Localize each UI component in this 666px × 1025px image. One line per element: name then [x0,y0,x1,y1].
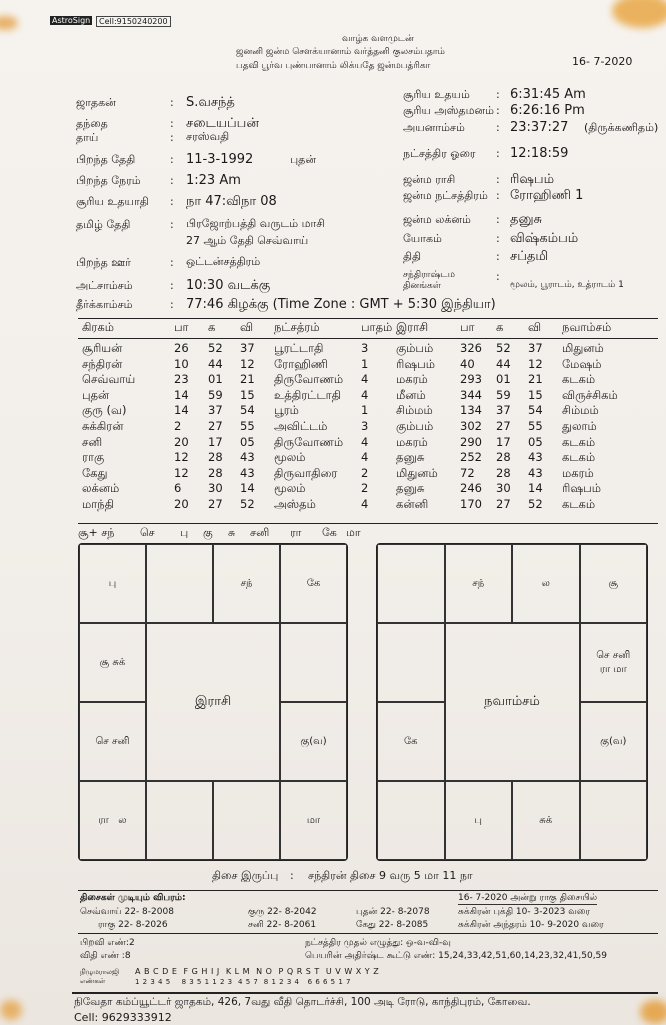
dasa-end-item: குரு 22- 8-2042 [248,907,317,917]
field-colon: : [170,117,174,130]
table-row [78,435,658,451]
planet-abbrev: சூ+ சந் [78,526,115,539]
table-cell: துலாம் [562,419,597,433]
table-cell: மாந்தி [82,497,115,511]
field-colon: : [496,173,500,186]
table-cell: 21 [240,372,255,387]
field-label: பிறந்த ஊர் [76,256,131,269]
table-header-cell: வி [528,320,542,334]
table-cell: 54 [240,403,255,418]
table-cell: 14 [240,481,255,496]
field-value: 23:37:27 [510,120,569,135]
dasa-end-item: ராகு 22- 8-2026 [98,920,168,930]
chart-house: சுக் [512,781,580,860]
field-label: அட்சாம்சம் [76,279,133,292]
footer-rule [72,992,658,994]
table-cell: கும்பம் [396,419,434,433]
table-cell: கடகம் [562,372,596,387]
birth-number: பிறவி எண்:2 [80,938,135,948]
table-cell: மீனம் [396,387,426,402]
field-value: ரிஷபம் [510,172,555,187]
turmeric-stain [640,1000,666,1024]
field-colon: : [496,121,500,134]
table-cell: 27 [496,419,511,433]
field-label: சூரிய உதயம் [403,88,470,101]
field-value: நா 47:விநா 08 [186,194,277,209]
table-cell: 21 [528,372,543,387]
table-cell: 1 [361,403,369,418]
chart-house: ல [512,544,580,623]
planet-abbrev: கு [203,526,213,539]
table-row [78,450,658,466]
field-extra: (திருக்கணிதம்) [584,121,659,134]
table-cell: மேஷம் [562,356,602,371]
table-cell: 4 [361,434,369,449]
field-label: தாய் [76,131,99,144]
chart-house: கு(வ) [280,702,347,781]
table-cell: திருவாதிரை [274,465,338,480]
chart-house: கே [377,702,445,781]
table-cell: 4 [361,497,369,511]
table-cell: 27 [208,419,223,433]
table-cell: திருவோணம் [274,372,344,387]
dasa-end-item: கேது 22- 8-2085 [356,920,429,930]
field-colon: : [170,279,174,292]
table-header-cell: நட்சத்ரம் [274,320,320,334]
chart-house: கே [280,544,347,623]
table-cell: புதன் [82,387,110,402]
chart-house: சந் [213,544,280,623]
table-cell: மூலம் [274,481,306,496]
table-header-cell: பா [174,320,189,334]
dasa-end-item: செவ்வாய் 22- 8-2008 [80,907,174,917]
table-cell: ரோஹிணி [274,356,328,371]
table-cell: சந்திரன் [82,356,123,371]
alphabet-letters: A B C D E F G H I J K L M N O P Q R S T U V W X Y Z [135,967,380,976]
planet-abbrev: செ [140,526,155,539]
table-cell: 17 [208,434,223,449]
dasa-balance-value: சந்திரன் திசை 9 வரு 5 மா 11 நா [308,869,473,882]
field-label: யோகம் [403,232,442,245]
table-cell: 12 [528,356,543,371]
table-top-rule [78,318,658,319]
header-verse-2: பதவி பூர்வ புண்யானாம் லிக்யதே ஜன்மபத்ரிகா [236,61,431,71]
table-cell: 15 [528,387,543,402]
numerology-rule [78,933,658,934]
table-cell: 52 [496,341,511,355]
table-header-cell: க [496,320,504,334]
table-cell: 1 [361,356,369,371]
table-cell: மிதுனம் [396,465,438,480]
table-cell: 52 [208,341,223,355]
field-value: சரஸ்வதி [186,130,230,143]
table-cell: விருச்சிகம் [562,387,618,402]
table-cell: 52 [240,497,255,511]
field-colon: : [170,298,174,311]
chart-house: பு [79,544,146,623]
destiny-number: விதி எண் :8 [80,951,131,961]
field-colon: : [496,232,500,245]
table-cell: கடகம் [562,434,596,449]
chart-house: செ சனி ரா மா [580,623,648,702]
table-cell: 55 [528,419,543,433]
table-cell: ரிஷபம் [396,356,435,371]
current-antaram: சுக்கிரன் அந்தரம் 10- 9-2020 வரை [458,920,604,930]
field-label: சூரிய உதயாதி [76,195,149,208]
table-cell: 30 [496,481,511,496]
table-cell: மூலம் [274,450,306,465]
field-value: சடையப்பன் [186,116,259,131]
table-header-cell: கிரகம் [82,320,114,334]
table-cell: 302 [460,419,482,433]
chart-house: பு [445,781,513,860]
table-cell: 44 [496,356,511,371]
field-label: தீர்க்காம்சம் [76,298,133,311]
dasa-balance-colon: : [290,869,294,882]
strip-top-rule [78,523,658,524]
table-cell: 44 [208,356,223,371]
table-cell: 20 [174,497,189,511]
table-cell: கடகம் [562,450,596,465]
table-cell: 01 [208,372,223,387]
table-cell: 28 [496,450,511,465]
table-cell: ராகு [82,450,105,465]
table-cell: பூரம் [274,403,299,418]
turmeric-stain [0,16,18,30]
table-cell: 3 [361,341,369,355]
table-cell: 4 [361,372,369,387]
field-label: பிறந்த தேதி [76,153,136,166]
field-colon: : [496,270,500,283]
star-letters: நட்சத்திர முதல் எழுத்து: ஒ-வ-வி-வு [305,938,451,948]
table-cell: 2 [361,481,369,496]
table-row [78,497,658,513]
dasa-balance-label: திசை இருப்பு [212,869,279,882]
chart-house: சூ [580,544,648,623]
table-row [78,388,658,404]
table-cell: 14 [174,387,189,402]
field-label: திதி [403,250,422,263]
table-cell: 59 [208,387,223,402]
chart-house [213,781,280,860]
turmeric-stain [612,0,666,28]
alphabet-numbers: 1 2 3 4 5 8 3 5 1 1 2 3 4 5 7 8 1 2 3 4 6 6 6 5 1 7 [135,978,351,986]
table-cell: 43 [528,450,543,465]
chart-house [377,781,445,860]
field-label: ஜன்ம நட்சத்திரம் [403,189,488,202]
table-cell: 05 [240,434,255,449]
field-label: தமிழ் தேதி [76,218,131,231]
table-cell: மிதுனம் [562,341,604,355]
planet-abbrev: ரா [290,526,302,539]
table-cell: 3 [361,419,369,433]
table-cell: கடகம் [562,497,596,511]
table-cell: 37 [496,403,511,418]
chart-house: கு(வ) [580,702,648,781]
table-cell: 43 [528,465,543,480]
table-cell: 55 [240,419,255,433]
table-cell: தனுசு [396,481,425,496]
field-value: 6:26:16 Pm [510,103,585,118]
table-row [78,466,658,482]
footer-cell: Cell: 9629333912 [74,1011,172,1024]
chart-center-label: இராசி [146,623,280,781]
header-verse-1: ஜனனி ஜன்ம சௌக்யானாம் வர்த்தனி குலசம்பதாம் [236,47,445,57]
field-label: அயனாம்சம் [403,121,465,134]
table-cell: 15 [240,387,255,402]
table-cell: 05 [528,434,543,449]
table-cell: 20 [174,434,189,449]
planet-abbrev: மா [346,526,361,539]
table-cell: 28 [208,465,223,480]
table-cell: 252 [460,450,482,465]
chart-house: செ சனி [79,702,146,781]
table-cell: 54 [528,403,543,418]
table-cell: கேது [82,465,108,480]
field-value: மூலம், பூராடம், உத்ராடம் 1 [510,280,624,290]
table-cell: 12 [174,450,189,465]
field-value: 6:31:45 Am [510,87,586,102]
table-cell: சுக்கிரன் [82,419,124,433]
field-label: ஜாதகன் [76,96,116,109]
field-colon: : [170,153,174,166]
table-cell: 290 [460,434,482,449]
navamsa-chart [376,543,648,861]
chart-house [146,544,213,623]
table-cell: 72 [460,465,475,480]
chart-center-label: நவாம்சம் [445,623,580,781]
chart-house [280,623,347,702]
table-cell: திருவோணம் [274,434,344,449]
table-cell: 43 [240,465,255,480]
field-colon: : [170,256,174,269]
field-colon: : [170,195,174,208]
current-bhukti: சுக்கிரன் புக்தி 10- 3-2023 வரை [458,907,591,917]
table-cell: 27 [208,497,223,511]
table-cell: உத்திரட்டாதி [274,387,342,402]
alphabet-label: நிழுமராலஜி எண்கள் [80,968,120,985]
field-colon: : [496,88,500,101]
table-cell: 37 [240,341,255,355]
field-value: தனுசு [510,212,543,227]
table-row [78,357,658,373]
table-cell: 27 [496,497,511,511]
table-cell: அஸ்தம் [274,497,316,511]
table-cell: 326 [460,341,482,355]
table-cell: தனுசு [396,450,425,465]
table-cell: சூரியன் [82,341,123,355]
table-cell: 28 [208,450,223,465]
table-row [78,341,658,357]
planet-abbrev: சனி [250,526,270,539]
table-cell: 2 [361,465,369,480]
table-cell: 344 [460,387,482,402]
rasi-chart [78,543,348,861]
table-row [78,481,658,497]
table-cell: 134 [460,403,482,418]
table-cell: 40 [460,356,475,371]
field-label: நட்சத்திர ஓரை [403,147,476,160]
table-cell: கன்னி [396,497,429,511]
field-value: 11-3-1992 [186,152,254,167]
field-label: தந்தை [76,117,108,130]
header-date: 16- 7-2020 [572,55,633,68]
table-cell: குரு (வ) [82,403,127,418]
field-colon: : [496,104,500,117]
chart-house [377,623,445,702]
field-colon: : [496,189,500,202]
field-value: 12:18:59 [510,146,569,161]
cell-number-top: Cell:9150240200 [96,16,171,27]
field-value: 77:46 கிழக்கு (Time Zone : GMT + 5:30 இந்தியா) [186,297,496,312]
table-header-cell: நவாம்சம் [562,320,612,334]
table-cell: 26 [174,341,189,355]
table-header-cell: இராசி [396,320,429,334]
chart-house [146,781,213,860]
chart-house: சூ சுக் [79,623,146,702]
table-cell: சனி [82,434,103,449]
planet-abbrev: சு [228,526,236,539]
software-badge: AstroSign [52,16,91,25]
table-cell: 28 [496,465,511,480]
table-cell: 12 [174,465,189,480]
field-colon: : [496,147,500,160]
chart-house [377,544,445,623]
table-row [78,403,658,419]
table-cell: 30 [208,481,223,496]
table-cell: 14 [174,403,189,418]
table-row [78,372,658,388]
table-cell: 6 [174,481,182,496]
table-cell: 59 [496,387,511,402]
field-label: சந்திராஷ்டம தினங்கள் [403,270,455,291]
field-colon: : [170,96,174,109]
table-cell: 12 [240,356,255,371]
field-label: ஜன்ம ராசி [403,173,456,186]
table-cell: 246 [460,481,482,496]
field-value: S.வசந்த் [186,95,235,110]
field-label: சூரிய அஸ்தமனம் [403,104,494,117]
field-value: ரோஹிணி 1 [510,188,584,203]
table-cell: மகரம் [396,434,428,449]
table-cell: 14 [528,481,543,496]
chart-house: ரா ல [79,781,146,860]
table-cell: 10 [174,356,189,371]
table-cell: 293 [460,372,482,387]
field-value: ஒட்டன்சத்திரம் [186,255,261,268]
field-colon: : [170,174,174,187]
table-cell: ரிஷபம் [562,481,601,496]
field-value-2: 27 ஆம் தேதி செவ்வாய் [186,234,309,247]
planet-abbrev: கே [322,526,337,539]
table-cell: பூரட்டாதி [274,341,324,355]
field-value: பிரஜோற்பத்தி வருடம் மாசி [186,217,325,230]
table-cell: மகரம் [562,465,594,480]
field-label: ஜன்ம லக்னம் [403,213,471,226]
table-cell: 4 [361,387,369,402]
table-cell: செவ்வாய் [82,372,136,387]
dasa-end-item: சனி 22- 8-2061 [248,920,317,930]
table-cell: சிம்மம் [396,403,433,418]
dasa-rule [78,890,658,891]
footer-address: நிவேதா கம்ப்யூட்டர் ஜாதகம், 426, 7வது வீதி தொடர்ச்சி, 100 அடி ரோடு, காந்திபுரம், கோவை. [74,996,531,1008]
header-blessing: வாழ்க வளமுடன் [342,34,414,44]
table-cell: 37 [208,403,223,418]
planet-table-header [78,320,658,336]
table-row [78,419,658,435]
table-cell: 17 [496,434,511,449]
chart-house: சந் [445,544,513,623]
table-cell: அவிட்டம் [274,419,328,433]
field-label: பிறந்த நேரம் [76,174,141,187]
chart-house: மா [280,781,347,860]
field-colon: : [170,131,174,144]
field-value: விஷ்கம்பம் [510,231,579,246]
turmeric-stain [0,1000,22,1020]
table-header-cell: வி [240,320,254,334]
table-cell: கும்பம் [396,341,434,355]
field-colon: : [170,218,174,231]
table-cell: சிம்மம் [562,403,599,418]
planet-abbrev: பு [180,526,189,539]
chart-house [580,781,648,860]
table-cell: 23 [174,372,189,387]
table-header-cell: க [208,320,216,334]
dasa-end-title: திசைகள் முடியும் விபரம்: [80,893,186,903]
table-head-rule [78,338,658,339]
table-cell: 37 [528,341,543,355]
table-cell: 01 [496,372,511,387]
current-dasa-title: 16- 7-2020 அன்று ராகு திசையில் [458,893,598,903]
dasa-end-item: புதன் 22- 8-2078 [356,907,430,917]
field-extra: புதன் [290,153,317,166]
table-cell: 52 [528,497,543,511]
table-cell: மகரம் [396,372,428,387]
table-cell: 2 [174,419,182,433]
table-header-cell: பா [460,320,475,334]
field-colon: : [496,250,500,263]
table-cell: 4 [361,450,369,465]
field-value: 1:23 Am [186,173,241,188]
field-value: சப்தமி [510,249,549,264]
field-colon: : [496,213,500,226]
table-cell: 170 [460,497,482,511]
table-cell: 43 [240,450,255,465]
field-value: 10:30 வடக்கு [186,278,271,293]
name-lucky-numbers: பெயரின் அதிர்ஷ்ட கூட்டு எண்: 15,24,33,42,51,60,14,23,32,41,50,59 [305,951,608,961]
table-header-cell: பாதம் [361,320,393,334]
table-cell: லக்னம் [82,481,120,496]
